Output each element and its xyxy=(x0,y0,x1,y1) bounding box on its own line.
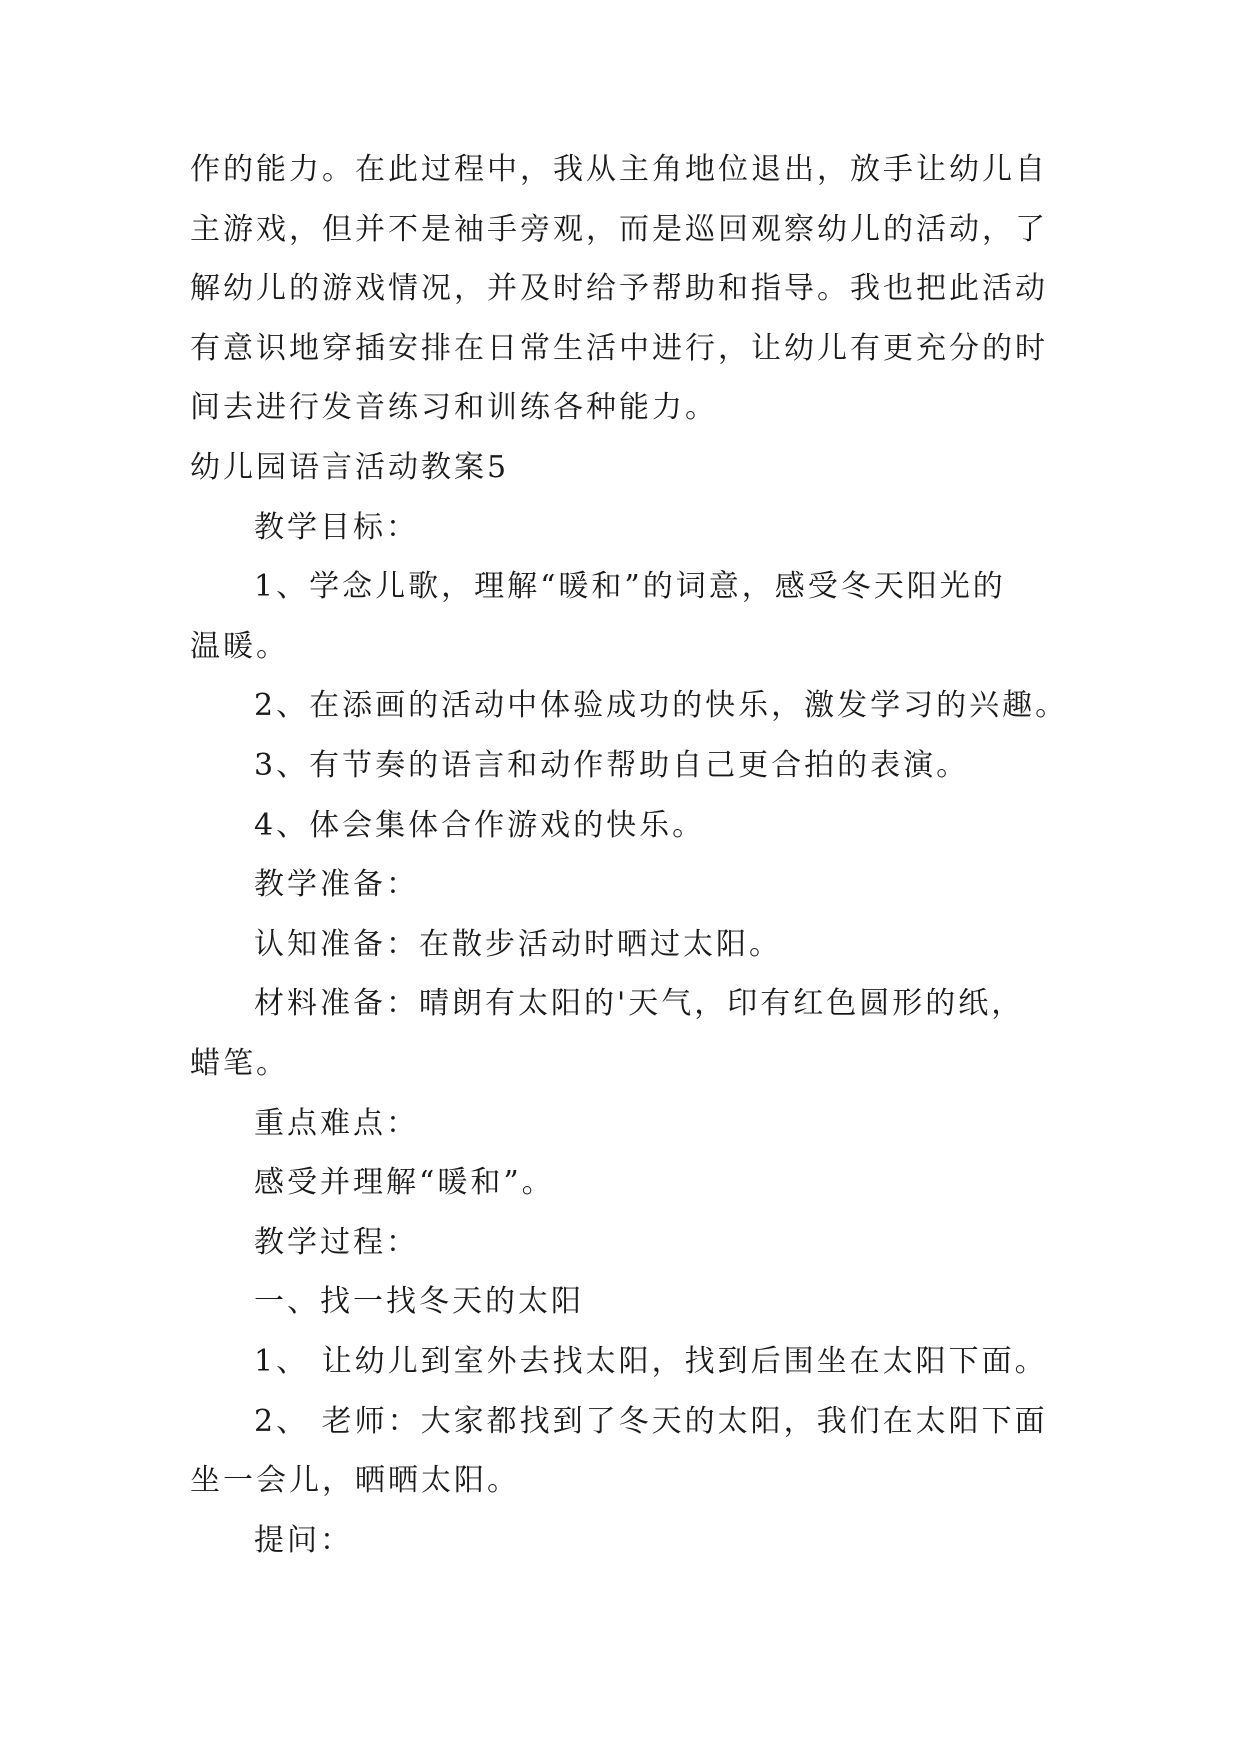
paragraph-line: 间去进行发音练习和训练各种能力。 xyxy=(190,390,718,425)
step-heading: 一、找一找冬天的太阳 xyxy=(254,1284,584,1319)
subheading: 教学准备： xyxy=(254,867,419,902)
paragraph-line: 作的能力。在此过程中，我从主角地位退出，放手让幼儿自 xyxy=(190,152,1048,187)
paragraph-line: 材料准备：晴朗有太阳的'天气，印有红色圆形的纸， xyxy=(254,986,1025,1021)
paragraph-line: 认知准备：在散步活动时晒过太阳。 xyxy=(254,927,782,962)
paragraph-line: 坐一会儿，晒晒太阳。 xyxy=(190,1463,520,1498)
paragraph-line: 主游戏，但并不是袖手旁观，而是巡回观察幼儿的活动，了 xyxy=(190,212,1048,247)
paragraph-line: 解幼儿的游戏情况，并及时给予帮助和指导。我也把此活动 xyxy=(190,271,1048,306)
list-item: 1、学念儿歌，理解“暖和”的词意，感受冬天阳光的 xyxy=(254,569,1006,604)
paragraph-line: 温暖。 xyxy=(190,629,289,664)
subheading: 教学过程： xyxy=(254,1225,419,1260)
list-item: 4、体会集体合作游戏的快乐。 xyxy=(254,808,706,843)
list-item: 1、 让幼儿到室外去找太阳，找到后围坐在太阳下面。 xyxy=(254,1344,1048,1379)
subheading: 重点难点： xyxy=(254,1106,419,1141)
paragraph-line: 蜡笔。 xyxy=(190,1046,289,1081)
subheading: 教学目标： xyxy=(254,510,419,545)
paragraph-line: 感受并理解“暖和”。 xyxy=(254,1165,555,1200)
list-item: 2、在添画的活动中体验成功的快乐，激发学习的兴趣。 xyxy=(254,688,1069,723)
subheading: 提问： xyxy=(254,1523,353,1558)
list-item: 2、 老师：大家都找到了冬天的太阳，我们在太阳下面 xyxy=(254,1404,1048,1439)
section-title: 幼儿园语言活动教案5 xyxy=(190,450,510,485)
paragraph-line: 有意识地穿插安排在日常生活中进行，让幼儿有更充分的时 xyxy=(190,331,1048,366)
list-item: 3、有节奏的语言和动作帮助自己更合拍的表演。 xyxy=(254,748,970,783)
